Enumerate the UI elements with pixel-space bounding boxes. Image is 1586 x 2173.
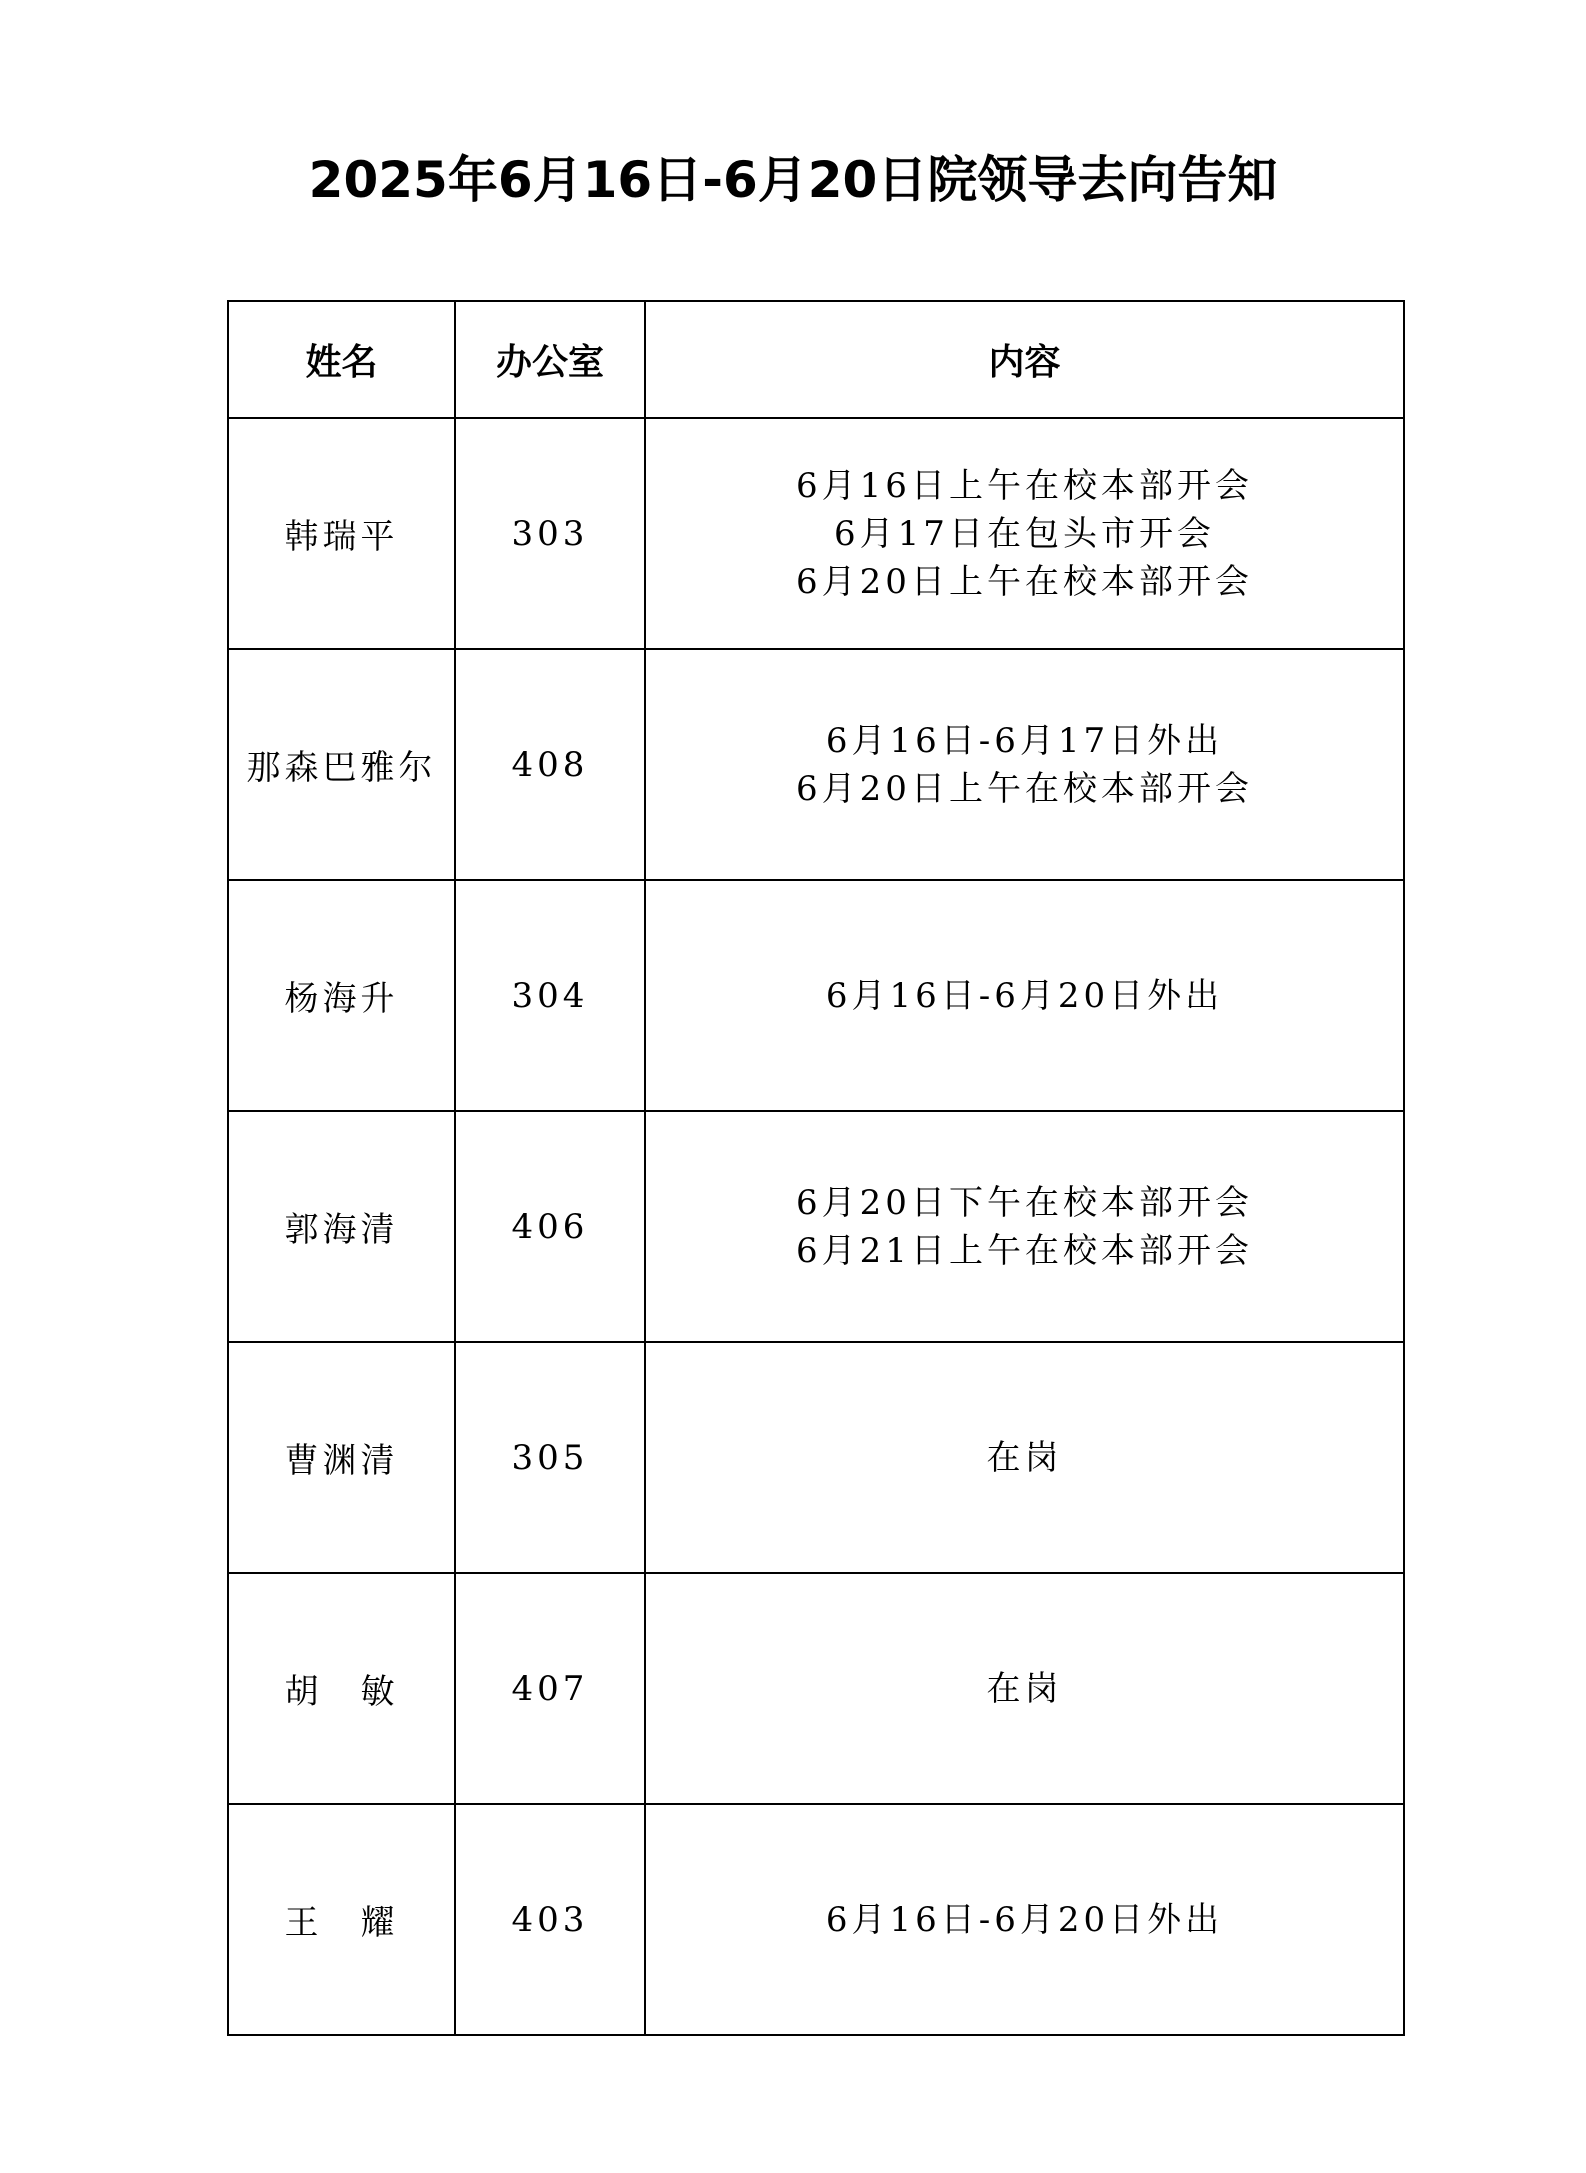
cell-office: 304 <box>455 880 645 1111</box>
content-line: 6月16日-6月20日外出 <box>825 975 1224 1016</box>
cell-content <box>645 1111 1404 1342</box>
cell-office: 407 <box>455 1573 645 1804</box>
content-line: 6月20日上午在校本部开会 <box>796 768 1253 809</box>
cell-office: 403 <box>455 1804 645 2035</box>
content-line: 6月16日-6月20日外出 <box>825 1899 1224 1940</box>
content-line: 6月17日在包头市开会 <box>834 513 1215 554</box>
content-line: 6月16日-6月17日外出 <box>825 720 1224 761</box>
cell-name: 曹渊清 <box>228 1342 455 1573</box>
content-line: 6月20日下午在校本部开会 <box>796 1182 1253 1223</box>
cell-content <box>645 418 1404 649</box>
table-row <box>228 418 1404 649</box>
cell-name: 郭海清 <box>228 1111 455 1342</box>
cell-name: 韩瑞平 <box>228 418 455 649</box>
cell-content <box>645 1342 1404 1573</box>
content-line: 在岗 <box>986 1437 1063 1478</box>
table-header-row <box>228 301 1404 418</box>
cell-office: 408 <box>455 649 645 880</box>
leader-schedule-table <box>227 300 1405 2036</box>
cell-content <box>645 880 1404 1111</box>
table-row <box>228 1342 1404 1573</box>
header-name: 姓名 <box>228 301 455 418</box>
table-row <box>228 1111 1404 1342</box>
content-line: 在岗 <box>986 1668 1063 1709</box>
content-line: 6月16日上午在校本部开会 <box>796 465 1253 506</box>
page-title: 2025年6月16日-6月20日院领导去向告知 <box>308 151 1278 209</box>
cell-office: 303 <box>455 418 645 649</box>
cell-name: 胡 敏 <box>228 1573 455 1804</box>
cell-name: 王 耀 <box>228 1804 455 2035</box>
cell-name: 那森巴雅尔 <box>228 649 455 880</box>
table-row <box>228 1804 1404 2035</box>
header-office: 办公室 <box>455 301 645 418</box>
cell-content <box>645 1804 1404 2035</box>
content-line: 6月21日上午在校本部开会 <box>796 1230 1253 1271</box>
table-row <box>228 649 1404 880</box>
content-line: 6月20日上午在校本部开会 <box>796 561 1253 602</box>
cell-office: 305 <box>455 1342 645 1573</box>
table-row <box>228 1573 1404 1804</box>
table-row <box>228 880 1404 1111</box>
cell-office: 406 <box>455 1111 645 1342</box>
cell-name: 杨海升 <box>228 880 455 1111</box>
cell-content <box>645 1573 1404 1804</box>
cell-content <box>645 649 1404 880</box>
header-content: 内容 <box>645 301 1404 418</box>
